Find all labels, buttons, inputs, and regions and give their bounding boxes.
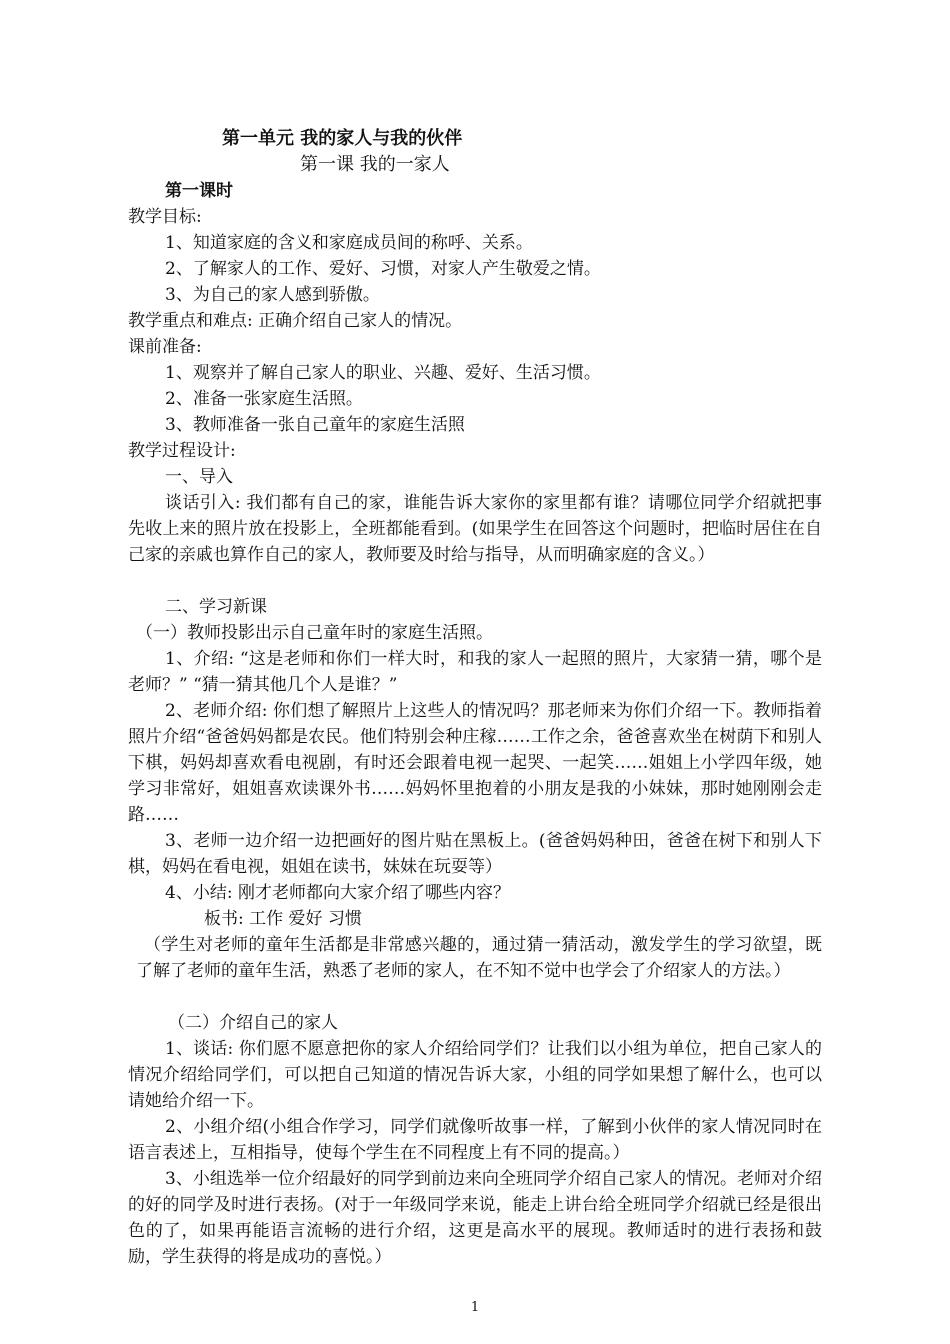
blackboard-notes: 板书: 工作 爱好 习惯 xyxy=(204,909,362,929)
objective-item: 3、为自己的家人感到骄傲。 xyxy=(165,285,380,305)
step-6-paragraph: 2、小组介绍(小组合作学习，同学们就像听故事一样，了解到小伙伴的家人情况同时在语言表述上，互相指导，使每个学生在不同程度上有不同的提高。） xyxy=(128,1117,822,1163)
objective-item: 2、了解家人的工作、爱好、习惯，对家人产生敬爱之情。 xyxy=(165,259,601,279)
prep-item: 3、教师准备一张自己童年的家庭生活照 xyxy=(165,415,465,435)
step-5-paragraph: 1、谈话: 你们愿不愿意把你的家人介绍给同学们？让我们以小组为单位，把自己家人的情况介绍给同学们，可以把自己知道的情况告诉大家，小组的同学如果想了解什么，也可以请她给介绍一下。 xyxy=(128,1039,822,1111)
step-1-paragraph: 1、介绍: “这是老师和你们一样大时，和我的家人一起照的照片，大家猜一猜，哪个是老师？” “猜一猜其他几个人是谁？” xyxy=(128,649,822,695)
step-7-paragraph: 3、小组选举一位介绍最好的同学到前边来向全班同学介绍自己家人的情况。老师对介绍的好的同学及时进行表扬。(对于一年级同学来说，能走上讲台给全班同学介绍就已经是很出色的了，如果再能语言流畅的进行介绍，这更是高水平的展现。教师适时的进行表扬和鼓励，学生获得的将是成功的喜悦。） xyxy=(128,1169,822,1267)
step-2-paragraph: 2、老师介绍: 你们想了解照片上这些人的情况吗？那老师来为你们介绍一下。教师指着照片介绍“爸爸妈妈都是农民。他们特别会种庄稼……工作之余，爸爸喜欢坐在树荫下和别人下棋，妈妈却喜欢看电视剧，有时还会跟着电视一起哭、一起笑……姐姐上小学四年级，她学习非常好，姐姐喜欢读课外书……妈妈怀里抱着的小朋友是我的小妹妹，那时她刚刚会走路…… xyxy=(128,701,822,825)
section-new-lesson-heading: 二、学习新课 xyxy=(165,597,267,617)
key-points: 教学重点和难点: 正确介绍自己家人的情况。 xyxy=(128,311,463,331)
prep-label: 课前准备: xyxy=(128,337,202,357)
objective-item: 1、知道家庭的含义和家庭成员间的称呼、关系。 xyxy=(165,233,533,253)
process-label: 教学过程设计: xyxy=(128,441,236,461)
subsection-2-heading: （二）介绍自己的家人 xyxy=(168,1013,338,1033)
intro-paragraph: 谈话引入: 我们都有自己的家，谁能告诉大家你的家里都有谁？请哪位同学介绍就把事先收上来的照片放在投影上，全班都能看到。(如果学生在回答这个问题时，把临时居住在自己家的亲戚也算作自己的家人，教师要及时给与指导，从而明确家庭的含义。） xyxy=(128,493,822,565)
unit-title: 第一单元 我的家人与我的伙伴 xyxy=(222,128,463,149)
section-intro-heading: 一、导入 xyxy=(165,467,233,487)
lesson-subtitle: 第一课 我的一家人 xyxy=(300,154,450,175)
prep-item: 1、观察并了解自己家人的职业、兴趣、爱好、生活习惯。 xyxy=(165,363,601,383)
page-number: 1 xyxy=(470,1300,480,1315)
subsection-1-heading: （一）教师投影出示自己童年时的家庭生活照。 xyxy=(136,623,493,643)
teaching-note: （学生对老师的童年生活都是非常感兴趣的，通过猜一猜活动，激发学生的学习欲望，既了解了老师的童年生活，熟悉了老师的家人，在不知不觉中也学会了介绍家人的方法。） xyxy=(136,935,822,981)
step-4-summary: 4、小结: 刚才老师都向大家介绍了哪些内容？ xyxy=(165,883,510,903)
step-3-paragraph: 3、老师一边介绍一边把画好的图片贴在黑板上。(爸爸妈妈种田，爸爸在树下和别人下棋，妈妈在看电视，姐姐在读书，妹妹在玩耍等） xyxy=(128,831,822,877)
objectives-label: 教学目标: xyxy=(128,207,202,227)
prep-item: 2、准备一张家庭生活照。 xyxy=(165,389,363,409)
lesson-heading: 第一课时 xyxy=(165,181,233,201)
